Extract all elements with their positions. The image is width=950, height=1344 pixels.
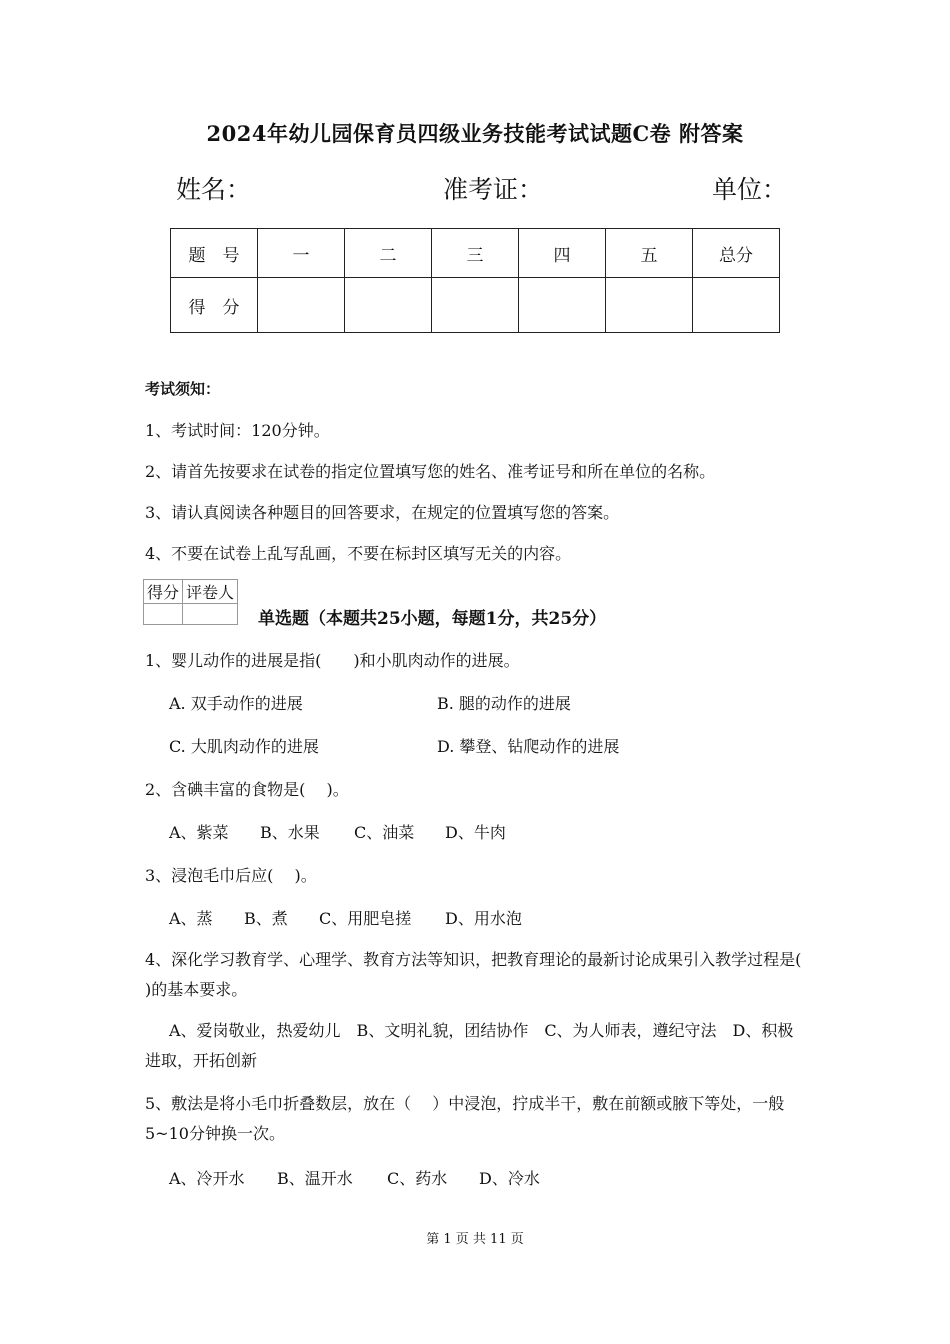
score-cell-2[interactable]: [345, 278, 432, 333]
question-5-option-c: C、药水: [387, 1169, 448, 1188]
notice-item-4: 4、不要在试卷上乱写乱画，不要在标封区填写无关的内容。: [145, 544, 572, 563]
header-cell-3: 三: [432, 229, 519, 278]
question-1-option-c: C. 大肌肉动作的进展: [169, 737, 319, 756]
question-4-stem: 4、深化学习教育学、心理学、教育方法等知识，把教育理论的最新讨论成果引入教学过程是( )的基本要求。: [145, 950, 823, 999]
score-cell-1[interactable]: [258, 278, 345, 333]
question-2-stem: 2、含碘丰富的食物是( )。: [145, 780, 349, 799]
section-title: 单选题（本题共25小题，每题1分，共25分）: [258, 609, 607, 629]
grader-box: [143, 579, 238, 625]
score-table-score-row: [171, 278, 780, 333]
question-2-option-b: B、水果: [260, 823, 320, 842]
question-5-option-d: D、冷水: [479, 1169, 540, 1188]
question-1-stem: 1、婴儿动作的进展是指( )和小肌肉动作的进展。: [145, 651, 520, 670]
score-table-header-row: [171, 229, 780, 278]
header-cell-1: 一: [258, 229, 345, 278]
header-cell-4: 四: [519, 229, 606, 278]
header-cell-5: 五: [606, 229, 693, 278]
question-5-stem: 5、敷法是将小毛巾折叠数层，放在（ ）中浸泡，拧成半干，敷在前额或腋下等处，一般5~10分钟换一次。: [145, 1094, 785, 1143]
question-3-option-d: D、用水泡: [445, 909, 522, 928]
question-1-option-b: B. 腿的动作的进展: [437, 694, 571, 713]
page-footer: 第 1 页 共 11 页: [426, 1232, 524, 1247]
notice-title: 考试须知：: [145, 380, 221, 398]
question-3-option-c: C、用肥皂搓: [319, 909, 412, 928]
header-cell-total: 总分: [693, 229, 780, 278]
page-title: 2024年幼儿园保育员四级业务技能考试试题C卷 附答案: [206, 121, 744, 146]
exam-number-field-label: 准考证：: [443, 175, 544, 204]
question-1-option-d: D. 攀登、钻爬动作的进展: [437, 737, 620, 756]
score-cell-5[interactable]: [606, 278, 693, 333]
name-field-label: 姓名：: [176, 175, 252, 204]
score-cell-4[interactable]: [519, 278, 606, 333]
notice-item-1: 1、考试时间：120分钟。: [145, 421, 330, 440]
question-2-option-c: C、油菜: [354, 823, 415, 842]
grader-name-label: 评卷人: [183, 580, 238, 604]
grader-name-cell[interactable]: [183, 604, 238, 625]
score-cell-total[interactable]: [693, 278, 780, 333]
score-cell-3[interactable]: [432, 278, 519, 333]
unit-field-label: 单位：: [712, 175, 788, 204]
grader-score-cell[interactable]: [144, 604, 183, 625]
question-3-option-a: A、蒸: [169, 909, 213, 928]
question-2-option-d: D、牛肉: [445, 823, 506, 842]
notice-item-3: 3、请认真阅读各种题目的回答要求，在规定的位置填写您的答案。: [145, 503, 620, 522]
notice-item-2: 2、请首先按要求在试卷的指定位置填写您的姓名、准考证号和所在单位的名称。: [145, 462, 716, 481]
question-5-option-a: A、冷开水: [169, 1169, 245, 1188]
question-3-option-b: B、煮: [244, 909, 288, 928]
question-5-option-b: B、温开水: [277, 1169, 353, 1188]
question-1-option-a: A. 双手动作的进展: [169, 694, 303, 713]
question-2-option-a: A、紫菜: [169, 823, 229, 842]
question-3-stem: 3、浸泡毛巾后应( )。: [145, 866, 317, 885]
question-4-options: A、爱岗敬业，热爱幼儿 B、文明礼貌，团结协作 C、为人师表，遵纪守法 D、积极进取，开拓创新: [145, 1021, 794, 1070]
grader-score-label: 得分: [144, 580, 183, 604]
header-cell-question-no: 题 号: [171, 229, 258, 278]
header-cell-2: 二: [345, 229, 432, 278]
score-row-label: 得 分: [171, 278, 258, 333]
score-table: [170, 228, 780, 333]
